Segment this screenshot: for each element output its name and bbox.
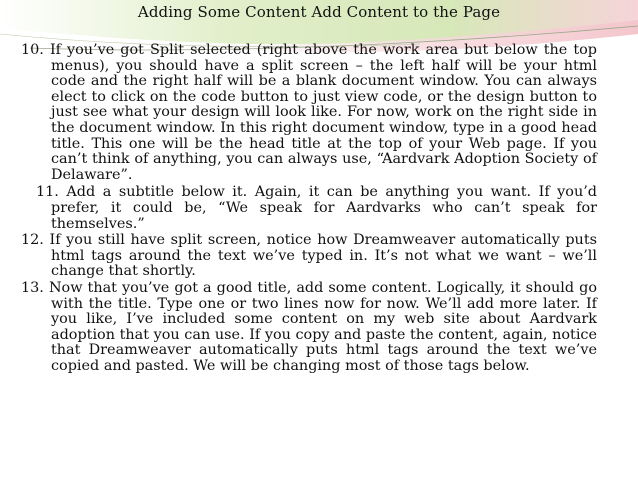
list-item [21, 42, 597, 183]
item-text: If you’ve got Split selected (right above the work area but below the top menus), you should have a split screen – the left half will be your html code and the right half will be a blank document window. You can always elect to click on the code button to just view code, or the design button to just see what your design will look like. For now, work on the right side in the document window. In this right document window, type in a good head title. This one will be the head title at the top of your Web page. If you can’t think of anything, you can always use, “Aardvark Adoption Society of Delaware”. [49, 42, 597, 183]
list-item [21, 232, 597, 280]
item-number: 13. [21, 279, 44, 296]
item-text: Now that you’ve got a good title, add some content. Logically, it should go with the title. Type one or two lines now for now. We’ll add more later. If you like, I’ve included some content on my web site about Aardvark adoption that you can use. If you copy and paste the content, again, notice that Dreamweaver automatically puts html tags around the text we’ve copied and pasted. We will be changing most of those tags below. [48, 279, 597, 374]
slide-title: Adding Some Content Add Content to the Page [137, 3, 501, 21]
list-item [33, 185, 597, 232]
instruction-list [21, 42, 597, 374]
item-text: Add a subtitle below it. Again, it can be anything you want. If you’d prefer, it could be, “We speak for Aardvarks who can’t speak for themselves.” [51, 184, 597, 232]
item-text: If you still have split screen, notice how Dreamweaver automatically puts html tags around the text we’ve typed in. It’s not what we want – we’ll change that shortly. [49, 232, 597, 280]
item-number: 11. [36, 184, 59, 201]
item-number: 10. [21, 42, 44, 58]
item-number: 12. [21, 232, 44, 249]
list-item [21, 279, 597, 375]
